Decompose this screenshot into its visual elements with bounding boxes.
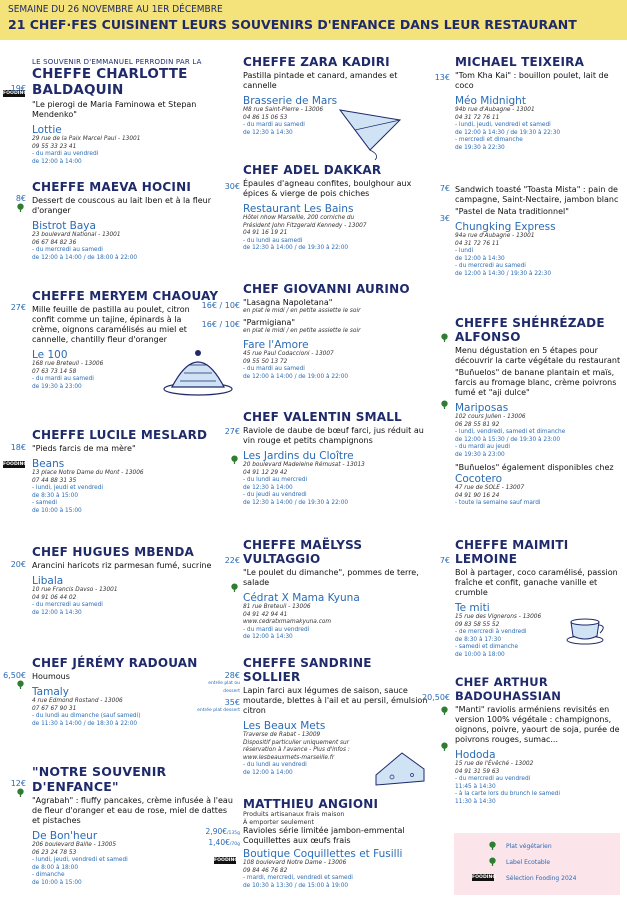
- address: 206 boulevard Baille - 13005 06 23 24 78 53: [32, 842, 117, 856]
- dish-description: Épaules d'agneau confites, boulghour aux épices & vierge de pois chiches: [243, 179, 412, 198]
- vegetarian-icon: [488, 841, 497, 850]
- entry-matthieu-angioni: [243, 797, 443, 890]
- vegetarian-icon: [230, 583, 239, 592]
- restaurant-name: Fare l'Amore: [243, 339, 309, 351]
- subtitle: À emporter seulement: [243, 818, 314, 826]
- chef-name: CHEFFE MAIMITI LEMOINE: [455, 538, 569, 566]
- vegetarian-icon: [440, 333, 449, 342]
- opening-hours: - lundi, vendredi, samedi et dimanche de 12:00 à 15:30 / de 19:30 à 23:00 - du mardi au jeudi de 19:30 à 23:00: [455, 429, 566, 458]
- price: 20€: [10, 560, 26, 569]
- dish-description: "Tom Kha Kai" : bouillon poulet, lait de coco: [455, 71, 609, 90]
- chef-name: CHEFFE MAËLYSS VULTAGGIO: [243, 538, 363, 566]
- chef-name: CHEF HUGUES MBENDA: [32, 545, 194, 559]
- restaurant-name: Boutique Coquillettes et Fusilli: [243, 848, 403, 860]
- address: M8 rue Saint-Pierre - 13006 04 86 15 06 53: [243, 107, 324, 121]
- address: Hôtel nhow Marseille, 200 corniche du Président John Fitzgerald Kennedy - 13007 04 91 16 19 21: [243, 215, 367, 236]
- legend: [454, 833, 620, 895]
- restaurant-name: Hododa: [455, 749, 496, 761]
- chef-name: CHEF VALENTIN SMALL: [243, 410, 402, 424]
- dish-description: "Agrabah" : fluffy pancakes, crème infusée à l'eau de fleur d'oranger et eau de rose, miel de dattes et pistaches: [32, 796, 233, 825]
- price: 2,90€/135g 1,40€/70g: [205, 827, 240, 847]
- chef-name: "NOTRE SOUVENIR D'ENFANCE": [32, 764, 167, 794]
- intro-line: LE SOUVENIR D'EMMANUEL PERRODIN PAR LA: [32, 58, 202, 66]
- dish-description: "Le poulet du dimanche", pommes de terre, salade: [243, 568, 419, 587]
- dish-description: Ravioles série limitée jambon-emmental Coquillettes aux œufs frais: [243, 826, 405, 845]
- legend-vegetarian: Plat végétarien: [506, 843, 552, 850]
- restaurant-name: Cédrat X Mama Kyuna: [243, 592, 360, 604]
- dish-description: "Le pierogi de Maria Faminowa et Stepan Mendenko": [32, 100, 197, 119]
- price: 7€: [439, 556, 450, 565]
- address: 94a rue d'Aubagne - 13001 04 31 72 76 11: [455, 233, 535, 247]
- entry-notre-souvenir: [32, 764, 237, 887]
- dish-description: Raviole de daube de bœuf farci, jus réduit au vin rouge et petits champignons: [243, 426, 424, 445]
- restaurant-name: Libala: [32, 575, 64, 587]
- entry-hugues-mbenda: [32, 545, 237, 617]
- dish-description: "Buñuelos" de banane plantain et maïs, farcis au fromage blanc, crème poivrons fumé et "aji dulce": [455, 368, 617, 397]
- dish-description: "Pieds farcis de ma mère": [32, 444, 136, 453]
- dish-description: Dessert de couscous au lait Iben et à la fleur d'oranger: [32, 196, 212, 215]
- opening-hours: - du lundi au samedi de 12:30 à 14:00 / de 19:30 à 22:00: [243, 237, 349, 251]
- restaurant-name: De Bon'heur: [32, 830, 98, 842]
- entry-chungking-express: [455, 183, 623, 278]
- restaurant-name: Les Beaux Mets: [243, 720, 326, 732]
- entry-giovanni-aurino: [243, 282, 433, 381]
- dish-description: "Parmigiana": [243, 317, 296, 327]
- price: 16€ / 10€: [201, 301, 240, 310]
- opening-hours: - du lundi au mercredi de 12:30 à 14:00 - du jeudi au vendredi de 12:30 à 14:00 / de 19:30 à 22:00: [243, 477, 349, 506]
- chef-name: CHEF ADEL DAKKAR: [243, 163, 382, 177]
- vegetarian-icon: [440, 706, 449, 715]
- dish-description: Bol à partager, coco caramélisé, passion fraîche et confit, ganache vanille et crumble: [455, 568, 618, 597]
- tajine-illustration: [162, 345, 234, 397]
- chef-name: CHEF JÉRÉMY RADOUAN: [32, 656, 198, 670]
- vegetarian-icon: [16, 680, 25, 689]
- price: 7€: [439, 184, 450, 193]
- fooding-badge: FOODING: [472, 875, 497, 880]
- dish-description: Arancini haricots riz parmesan fumé, sucrine: [32, 561, 212, 570]
- address: 23 boulevard National - 13001 06 67 84 82 36: [32, 232, 121, 246]
- entry-maelyss-vultaggio: [243, 538, 433, 642]
- chef-name: CHEFFE CHARLOTTE BALDAQUIN: [32, 66, 188, 98]
- vegetarian-icon: [440, 400, 449, 409]
- restaurant-name: Méo Midnight: [455, 95, 526, 107]
- address: 47 rue de SOLE - 13007 04 91 90 16 24: [455, 485, 525, 499]
- dish-description: "Lasagna Napoletana": [243, 298, 333, 307]
- restaurant-name: Chungking Express: [455, 221, 556, 233]
- price: 16€ / 10€: [201, 320, 240, 329]
- price: 28€ entrée plat ou dessert 35€ entrée plat dessert: [197, 671, 240, 713]
- address: 168 rue Breteuil - 13006 07 63 73 14 58: [32, 361, 104, 375]
- address: Traverse de Rabat - 13009 Dispositif particulier uniquement sur réservation à l'avance - Plus d'infos : www.lesbeauxmets-marseille.fr: [243, 732, 350, 761]
- price: 8€: [15, 194, 26, 203]
- cup-illustration: [565, 612, 611, 646]
- entry-charlotte-baldaquin: [32, 58, 237, 166]
- restaurant-name: Lottie: [32, 124, 62, 136]
- ecotable-icon: [488, 857, 497, 866]
- price: 19€: [10, 84, 26, 93]
- fooding-badge: FOODING: [214, 858, 239, 863]
- availability-note: "Buñuelos" également disponibles chez: [455, 463, 614, 472]
- opening-hours: - du mardi au samedi de 12:30 à 14:30: [243, 122, 305, 136]
- address: 4 rue Edmond Rostand - 13006 07 67 67 90 31: [32, 698, 123, 712]
- legend-ecotable: Label Ecotable: [506, 859, 551, 866]
- opening-hours: - lundi, jeudi et vendredi de 8:30 à 15:00 - samedi de 10:00 à 15:00: [32, 485, 103, 514]
- price: 18€: [10, 443, 26, 452]
- cheese-illustration: [372, 745, 428, 787]
- chef-name: CHEFFE LUCILE MESLARD: [32, 428, 208, 442]
- address: 29 rue de la Paix Marcel Paul - 13001 09 55 33 23 41: [32, 136, 141, 150]
- dish-description: Lapin farci aux légumes de saison, sauce moutarde, blettes à l'ail et au persil, émulsion citron: [243, 686, 428, 715]
- dish-description: Houmous: [32, 672, 70, 681]
- opening-hours: - lundi de 12:00 à 14:30 - du mercredi au samedi de 12:00 à 14:30 / 19:30 à 22:30: [455, 248, 552, 277]
- page-title: 21 CHEF·FES CUISINENT LEURS SOUVENIRS D'ENFANCE DANS LEUR RESTAURANT: [8, 17, 577, 32]
- subtitle: Produits artisanaux frais maison: [243, 811, 345, 818]
- opening-hours: - du mardi au vendredi de 12:00 à 14:30: [243, 626, 310, 640]
- opening-hours: - de mercredi à vendredi de 8:30 à 17:30 - samedi et dimanche de 10:00 à 18:00: [455, 629, 527, 658]
- chef-name: MATTHIEU ANGIONI: [243, 797, 379, 811]
- header-banner: [0, 0, 627, 40]
- restaurant-name: Beans: [32, 458, 65, 470]
- entry-adel-dakkar: [243, 163, 433, 253]
- opening-hours: - du mercredi au samedi de 12:00 à 14:00 / de 18:00 à 22:00: [32, 247, 138, 261]
- vegetarian-icon: [16, 203, 25, 212]
- opening-hours: - du mardi au samedi de 12:00 à 14:00 / de 19:00 à 22:00: [243, 366, 349, 380]
- price: 12€: [10, 779, 26, 788]
- restaurant-name: Bistrot Baya: [32, 220, 96, 232]
- chef-name: CHEFFE MERYEM CHAOUAY: [32, 289, 219, 303]
- chef-name: CHEFFE MAEVA HOCINI: [32, 180, 192, 194]
- address: 102 cours Julien - 13006 06 28 55 81 92: [455, 414, 526, 428]
- opening-hours: - du mardi au samedi de 19:30 à 23:00: [32, 376, 94, 390]
- chef-name: CHEFFE ZARA KADIRI: [243, 55, 390, 69]
- vegetarian-icon: [16, 788, 25, 797]
- address: 10 rue Francis Davso - 13001 04 91 06 44 02: [32, 587, 118, 601]
- address: 15 rue de l'Évêché - 13002 04 91 31 59 63: [455, 761, 534, 775]
- entry-maeva-hocini: [32, 180, 237, 262]
- ecotable-icon: [440, 742, 449, 751]
- price: 30€: [224, 182, 240, 191]
- address: 94b rue d'Aubagne - 13001 04 31 72 76 11: [455, 107, 535, 121]
- restaurant-name: Restaurant Les Bains: [243, 203, 354, 215]
- dish-description: Menu dégustation en 5 étapes pour découvrir la carte végétale du restaurant: [455, 346, 621, 365]
- price: 3€: [439, 214, 450, 223]
- kite-illustration: [330, 100, 410, 160]
- opening-hours: - du mercredi au vendredi 11:45 à 14:30 - à la carte lors du brunch le samedi 11:30 à 14:30: [455, 776, 560, 805]
- dish-note: en plat le midi / en petite assiette le soir: [243, 327, 361, 334]
- opening-hours: - mardi, mercredi, vendredi et samedi de 10:30 à 13:30 / de 15:00 à 19:00: [243, 875, 353, 889]
- dish-description: "Pastel de Nata traditionnel": [455, 207, 569, 216]
- entry-arthur-badouhassian: [455, 675, 623, 806]
- address: 15 rue des Vignerons - 13006 09 83 58 55 52: [455, 614, 542, 628]
- chef-name: CHEF ARTHUR BADOUHASSIAN: [455, 675, 562, 703]
- restaurant-name: Les Jardins du Cloître: [243, 450, 354, 462]
- address: 108 boulevard Notre Dame - 13006 09 84 46 76 82: [243, 860, 347, 874]
- entry-lucile-meslard: [32, 428, 237, 515]
- entry-valentin-small: [243, 410, 433, 507]
- restaurant-name: Mariposas: [455, 402, 509, 414]
- price: 13€: [434, 73, 450, 82]
- opening-hours: - du lundi au vendredi de 12:00 à 14:00: [243, 762, 307, 776]
- opening-hours: - lundi, jeudi, vendredi et samedi de 12:00 à 14:30 / de 19:30 à 22:30 - mercredi et dimanche de 19:30 à 22:30: [455, 122, 561, 151]
- dish-description: Sandwich toasté "Toasta Mista" : pain de campagne, Saint-Nectaire, jambon blanc: [455, 185, 619, 204]
- price: 20,50€: [422, 693, 450, 702]
- price: 27€: [224, 427, 240, 436]
- fooding-badge: FOODING: [3, 462, 28, 467]
- week-dates: SEMAINE DU 26 NOVEMBRE AU 1ER DÉCEMBRE: [8, 4, 223, 15]
- address: 45 rue Paul Codaccioni - 13007 09 55 50 13 72: [243, 351, 334, 365]
- legend-fooding: Sélection Fooding 2024: [506, 875, 577, 882]
- dish-description: "Manti" raviolis arméniens revisités en version 100% végétale : champignons, oignons, poivre, yaourt de soja, purée de poivrons rouges, sumac...: [455, 705, 620, 744]
- restaurant-name: Brasserie de Mars: [243, 95, 338, 107]
- restaurant-name: Tamaly: [32, 686, 69, 698]
- price: 27€: [10, 303, 26, 312]
- chef-name: CHEFFE SANDRINE SOLLIER: [243, 656, 372, 684]
- price: 6,50€: [3, 671, 26, 680]
- entry-sheherazade-alfonso: [455, 316, 623, 508]
- opening-hours: - toute la semaine sauf mardi: [455, 500, 541, 506]
- address: 81 rue Breteuil - 13006 04 91 42 94 41 www.cedratxmamakyuna.com: [243, 604, 332, 625]
- dish-description: Mille feuille de pastilla au poulet, citron confit comme un tajine, épinards à la crème, oignons caramélisés au miel et cannelle, chantilly fleur d'oranger: [32, 305, 190, 344]
- chef-name: CHEFFE SHÉHRÉZADE ALFONSO: [455, 316, 605, 344]
- chef-name: MICHAEL TEIXEIRA: [455, 55, 585, 69]
- restaurant-name: Le 100: [32, 349, 68, 361]
- chef-name: CHEF GIOVANNI AURINO: [243, 282, 410, 296]
- price: 22€: [224, 556, 240, 565]
- opening-hours: - du lundi au dimanche (sauf samedi) de 11:30 à 14:00 / de 18:30 à 22:00: [32, 713, 141, 727]
- restaurant-name: Cocotero: [455, 473, 503, 485]
- dish-description: Pastilla pintade et canard, amandes et cannelle: [243, 71, 398, 90]
- fooding-badge: FOODING: [3, 91, 28, 96]
- opening-hours: - du mardi au vendredi de 12:00 à 14:00: [32, 151, 99, 165]
- vegetarian-icon: [230, 455, 239, 464]
- entry-michael-teixeira: [455, 55, 623, 152]
- restaurant-name: Te miti: [455, 602, 490, 614]
- dish-note: en plat le midi / en petite assiette le soir: [243, 308, 361, 314]
- opening-hours: - lundi, jeudi, vendredi et samedi de 8:00 à 18:00 - dimanche de 10:00 à 15:00: [32, 857, 128, 886]
- opening-hours: - du mercredi au samedi de 12:00 à 14:30: [32, 602, 103, 616]
- address: 13 place Notre Dame du Mont - 13006 07 44 88 31 35: [32, 470, 144, 484]
- address: 20 boulevard Madeleine Rémusat - 13013 04 91 12 29 42: [243, 462, 365, 476]
